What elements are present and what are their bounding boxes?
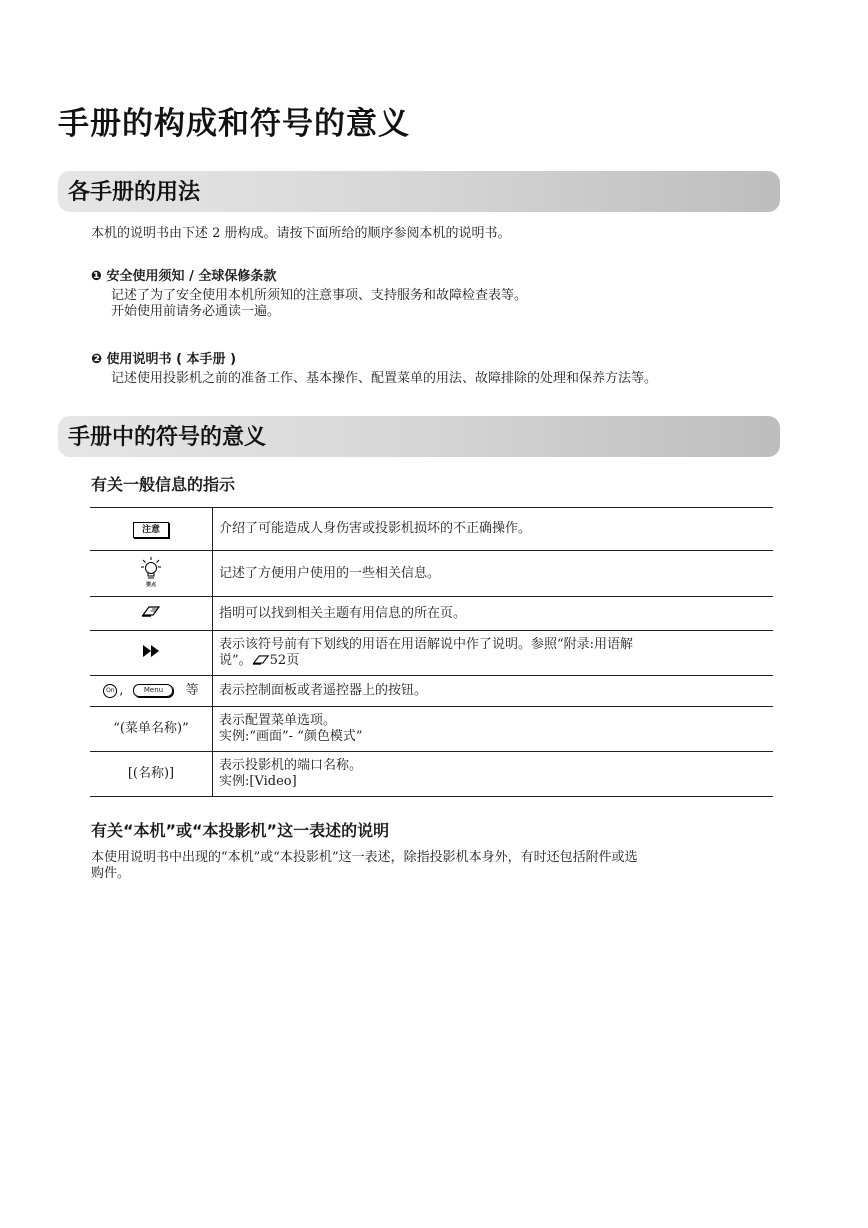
item-heading-label: 安全使用须知 / 全球保修条款 (106, 269, 277, 284)
table-row (90, 631, 773, 676)
desc-line: 表示控制面板或者遥控器上的按钮。 (219, 683, 428, 698)
note-line: 购件。 (91, 866, 131, 881)
item-heading-safety (91, 265, 276, 284)
description-cell (213, 551, 774, 597)
description-cell (213, 597, 774, 631)
double-arrow-icon (142, 644, 160, 658)
desc-line: 表示投影机的端口名称。 (219, 758, 363, 773)
section-header-symbols (58, 416, 780, 457)
item-desc-user-guide (111, 371, 657, 387)
page-title: 手册的构成和符号的意义 (58, 106, 410, 142)
number-2-icon: ❷ (91, 352, 103, 367)
item-heading-label: 使用说明书 ( 本手册 ) (106, 352, 237, 367)
desc-line: 记述了方便用户使用的一些相关信息。 (219, 565, 441, 581)
note-line: 本使用说明书中出现的“本机”或“本投影机”这一表述，除指投影机本身外，有时还包括附件或选 (91, 850, 638, 865)
symbol-cell (90, 508, 213, 551)
desc-line: 实例:“画面”- “颜色模式” (219, 729, 363, 744)
table-row (90, 707, 773, 752)
on-button-icon: On (103, 684, 117, 698)
caution-label-icon: 注意 (133, 522, 169, 538)
symbol-cell: “(菜单名称)” (90, 707, 213, 752)
description-cell (213, 676, 774, 707)
section-header-manual-usage (58, 171, 780, 212)
table-row (90, 551, 773, 597)
desc-line: 介绍了可能造成人身伤害或投影机损坏的不正确操作。 (219, 521, 532, 536)
subheading-general-info: 有关一般信息的指示 (91, 475, 236, 494)
symbol-table (90, 507, 773, 797)
symbol-cell: [(名称)] (90, 752, 213, 797)
table-row (90, 752, 773, 797)
section-title: 手册中的符号的意义 (68, 425, 267, 450)
page-ref: 52页 (269, 653, 300, 668)
desc-line: 记述使用投影机之前的准备工作、基本操作、配置菜单的用法、故障排除的处理和保养方法等。 (111, 371, 658, 386)
item-heading-user-guide (91, 348, 236, 367)
description-cell (213, 631, 774, 676)
section-title: 各手册的用法 (68, 180, 201, 205)
intro-text: 本机的说明书由下述 2 册构成。请按下面所给的顺序参阅本机的说明书。 (91, 226, 511, 241)
description-cell (213, 752, 774, 797)
desc-line: 开始使用前请务必通读一遍。 (111, 304, 281, 319)
separator: , (119, 683, 124, 698)
tip-label: 要点 (145, 582, 156, 588)
desc-line: 实例:[Video] (219, 774, 297, 789)
symbol-cell (90, 551, 213, 597)
subheading-term-note: 有关“本机”或“本投影机”这一表述的说明 (91, 821, 390, 840)
desc-line: 表示该符号前有下划线的用语在用语解说中作了说明。参照“附录:用语解 (219, 637, 634, 652)
menu-button-icon: Menu (133, 684, 173, 697)
item-desc-safety (111, 288, 527, 320)
description-cell (213, 707, 774, 752)
desc-line: 说”。 52页 (219, 653, 300, 668)
page-reference-icon (141, 605, 161, 617)
table-row (90, 597, 773, 631)
description-cell (213, 508, 774, 551)
number-1-icon: ❶ (91, 269, 103, 284)
desc-line: 表示配置菜单选项。 (219, 713, 337, 728)
symbol-cell (90, 597, 213, 631)
term-note-text (91, 850, 638, 882)
desc-line: 记述了为了安全使用本机所须知的注意事项、支持服务和故障检查表等。 (111, 288, 528, 303)
symbol-cell (90, 676, 213, 707)
symbol-cell (90, 631, 213, 676)
desc-line: 指明可以找到相关主题有用信息的所在页。 (219, 605, 467, 621)
table-row (90, 508, 773, 551)
page-reference-icon (252, 654, 270, 665)
etc-label: 等 (185, 683, 199, 698)
lightbulb-tip-icon (140, 556, 162, 589)
table-row (90, 676, 773, 707)
